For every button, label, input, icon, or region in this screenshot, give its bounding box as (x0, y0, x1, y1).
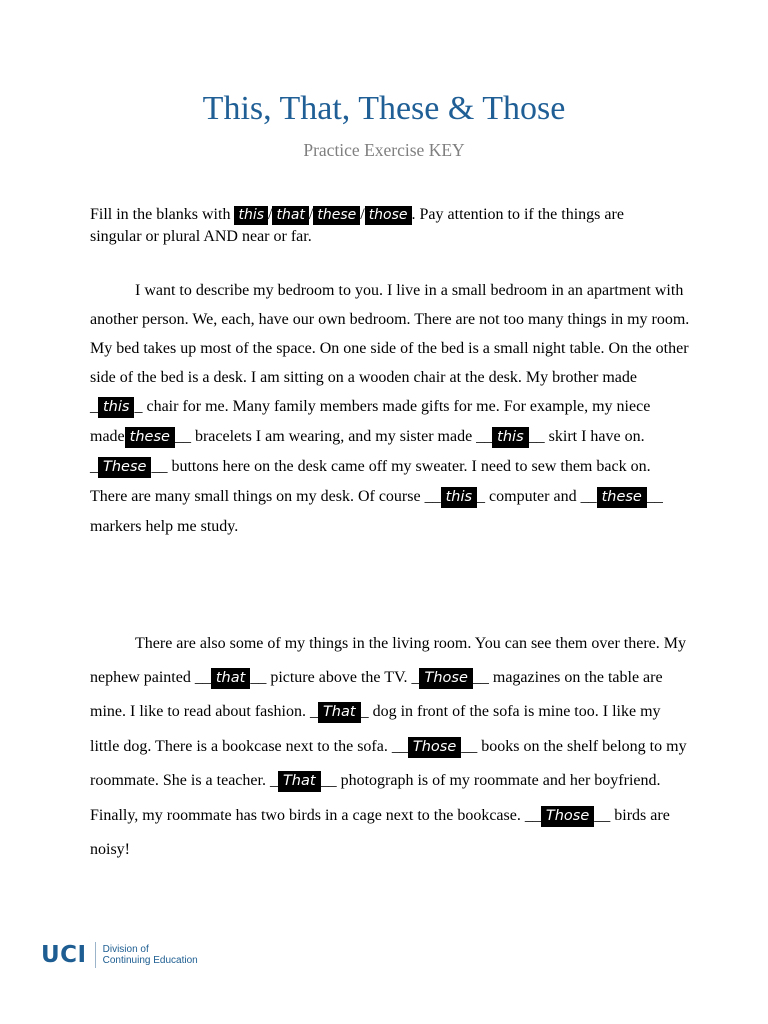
paragraph-living-room (90, 627, 690, 867)
paragraph-text: __ picture above the TV. _ (250, 668, 420, 686)
paragraph-text: __ markers help me study. (90, 488, 663, 535)
answer-blank: Those (541, 806, 594, 827)
answer-blank: That (278, 771, 321, 792)
answer-blank: that (211, 668, 250, 689)
answer-blank: this (492, 427, 528, 448)
paragraph-text: __ birds are noisy! (90, 806, 670, 858)
answer-blank: Those (419, 668, 472, 689)
separator: / (268, 206, 273, 223)
answer-blank: this (441, 487, 477, 508)
answer-blank: These (98, 457, 151, 478)
instructions-prefix: Fill in the blanks with (90, 206, 231, 223)
paragraph-text: __ bracelets I am wearing, and my sister made __ (174, 428, 493, 445)
instructions-suffix: . Pay attention to if the things are singular or plural AND near or far. (90, 206, 624, 245)
answer-blank: this (98, 397, 134, 418)
division-name (103, 944, 198, 966)
instructions (90, 204, 670, 248)
logo-divider (95, 942, 96, 968)
paragraph-text: __ photograph is of my roommate and her boyfriend. Finally, my roommate has two birds in a cage next to the bookcase. __ (90, 772, 661, 824)
word-chip-that: that (272, 206, 308, 225)
answer-blank: these (125, 427, 175, 448)
word-chip-those: those (365, 206, 412, 225)
paragraph-text: __ books on the shelf belong to my roommate. She is a teacher. _ (90, 737, 687, 789)
page-title: This, That, These & Those (202, 90, 566, 127)
page-subtitle: Practice Exercise KEY (303, 140, 465, 160)
word-chip-this: this (234, 206, 268, 225)
paragraph-text: __ magazines on the table are mine. I like to read about fashion. _ (90, 668, 663, 720)
paragraph-text: __ buttons here on the desk came off my sweater. I need to sew them back on. There are many small things on my desk. Of course __ (90, 458, 651, 505)
paragraph-text: _ dog in front of the sofa is mine too. I like my little dog. There is a bookcase next to the sofa. __ (90, 703, 661, 755)
division-line-1: Division of (102, 944, 149, 955)
answer-blank: That (318, 702, 361, 723)
paragraph-text: __ skirt I have on. _ (90, 428, 645, 475)
separator: / (308, 206, 314, 223)
paragraph-text: I want to describe my bedroom to you. I live in a small bedroom in an apartment with another person. We, each, have our own bedroom. There are not too many things in my room. My bed takes up most of the space. On one side of the bed is a small night table. On the other side of the bed is a desk. I am sitting on a wooden chair at the desk. My brother made _ (90, 282, 690, 415)
separator: / (360, 206, 365, 223)
paragraph-text: _ computer and __ (477, 488, 597, 505)
division-line-2: Continuing Education (102, 955, 198, 966)
answer-blank: these (597, 487, 647, 508)
paragraph-text: _ chair for me. Many family members made gifts for me. For example, my niece made (90, 398, 651, 445)
footer-branding (41, 940, 198, 970)
answer-blank: Those (408, 737, 461, 758)
uci-logo: UCI (41, 942, 87, 968)
paragraph-bedroom (90, 276, 690, 541)
word-chip-these: these (313, 206, 360, 225)
paragraph-text: There are also some of my things in the living room. You can see them over there. My nephew painted __ (90, 635, 686, 686)
